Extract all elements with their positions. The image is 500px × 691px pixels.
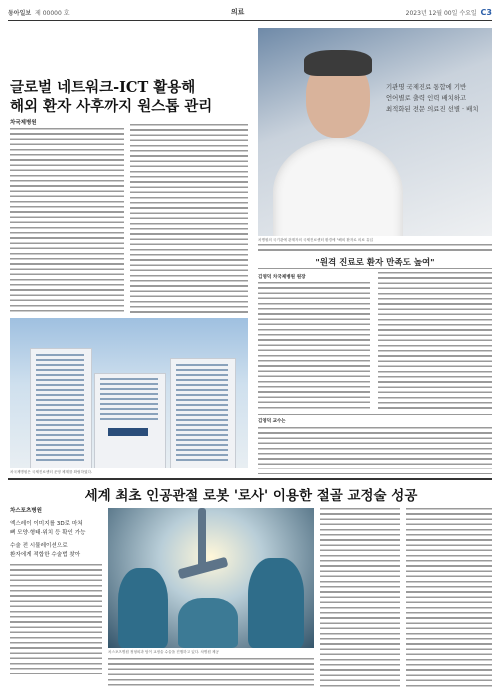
surgeon-right bbox=[248, 558, 304, 648]
section-divider bbox=[8, 478, 492, 480]
pull-quote-line1: 기관명 국제진료 통합에 기반 bbox=[386, 83, 467, 91]
interview-body-col2 bbox=[378, 272, 492, 410]
article2-sub-line4: 환자에게 적합한 수술법 찾아 bbox=[10, 552, 81, 558]
section-name: 의료 bbox=[230, 8, 245, 16]
hospital-windows-center bbox=[100, 378, 158, 423]
lead-photo-caption: 차병원의 국기관에 관계자의 국제진료센터 환경에 "해외 환자로 의료 유입 bbox=[258, 238, 373, 242]
surgery-photo-caption: 차스포츠병원 정형외과 팀이 교정술 수술을 진행하고 있다. 차병원 제공 bbox=[108, 650, 219, 654]
article2-body-under-photo bbox=[108, 658, 314, 688]
article1-byline: 차국제병원 bbox=[10, 120, 37, 126]
article2-byline: 차스포츠병원 bbox=[10, 508, 42, 514]
masthead-right bbox=[406, 8, 492, 17]
hospital-windows-right bbox=[176, 364, 228, 462]
article2-body-col3 bbox=[320, 508, 400, 688]
interview-subhead-rule bbox=[258, 268, 492, 269]
surgeon-left bbox=[118, 568, 168, 648]
pull-quote-line3: 최적화된 전문 의료진 선별 · 배치 bbox=[386, 105, 479, 113]
article2-body-col1 bbox=[10, 564, 102, 674]
article2-sub-line1: 엑스레이 이미지를 3D로 마쳐 bbox=[10, 521, 83, 527]
article2-subhead-group2 bbox=[10, 542, 102, 560]
hospital-photo-caption: 차국제병원은 국제진료센터 운영 체계를 확립하였다. bbox=[10, 470, 93, 474]
hospital-windows-left bbox=[36, 354, 84, 462]
issue-number: 제 00000 호 bbox=[35, 9, 70, 17]
article1-headline-line1: 글로벌 네트워크-ICT 활용해 bbox=[10, 79, 196, 96]
article2-sub-line2: 뼈 모양·형태·위치 등 확인 가능 bbox=[10, 530, 86, 536]
surgery-photo bbox=[108, 508, 314, 648]
article2-sub-line3: 수술 전 시뮬레이션으로 bbox=[10, 543, 68, 549]
page-number: C3 bbox=[480, 7, 492, 17]
article1-body-col1 bbox=[10, 128, 124, 314]
profile-box-text bbox=[258, 427, 492, 469]
masthead-left bbox=[8, 8, 70, 17]
publish-date: 2023년 12월 00일 수요일 bbox=[405, 9, 477, 17]
article2-left-column bbox=[10, 506, 102, 674]
interview-subhead: "원격 진료로 환자 만족도 높여" bbox=[315, 258, 435, 268]
interview-byline: 김영덕 차국제병원 원장 bbox=[258, 275, 306, 280]
doctor-coat bbox=[273, 138, 403, 236]
hospital-sign bbox=[108, 428, 148, 436]
article1-headline bbox=[10, 78, 250, 116]
paper-name: 동아일보 bbox=[8, 9, 32, 17]
masthead-rule bbox=[8, 20, 492, 21]
lead-photo bbox=[258, 28, 492, 236]
article2-subhead-group1 bbox=[10, 520, 102, 538]
doctor-hair bbox=[304, 50, 372, 76]
article2-headline: 세계 최초 인공관절 로봇 '로사' 이용한 절골 교정술 성공 bbox=[84, 488, 418, 504]
article1-body-continued bbox=[258, 244, 492, 254]
interview-body-col1 bbox=[258, 282, 370, 410]
pull-quote bbox=[386, 82, 490, 115]
article1-body-col2 bbox=[130, 124, 248, 314]
article2-body-col4 bbox=[406, 508, 492, 688]
pull-quote-line2: 언어별로 출력 인력 배치하고 bbox=[386, 94, 467, 102]
hospital-photo bbox=[10, 318, 248, 468]
article1-headline-line2: 해외 환자 사후까지 원스톱 관리 bbox=[10, 98, 213, 115]
robot-arm bbox=[198, 508, 206, 568]
masthead bbox=[8, 6, 492, 18]
surgical-drape bbox=[178, 598, 238, 648]
profile-box-label: 김영덕 교수는 bbox=[258, 419, 286, 424]
profile-box bbox=[258, 414, 492, 474]
